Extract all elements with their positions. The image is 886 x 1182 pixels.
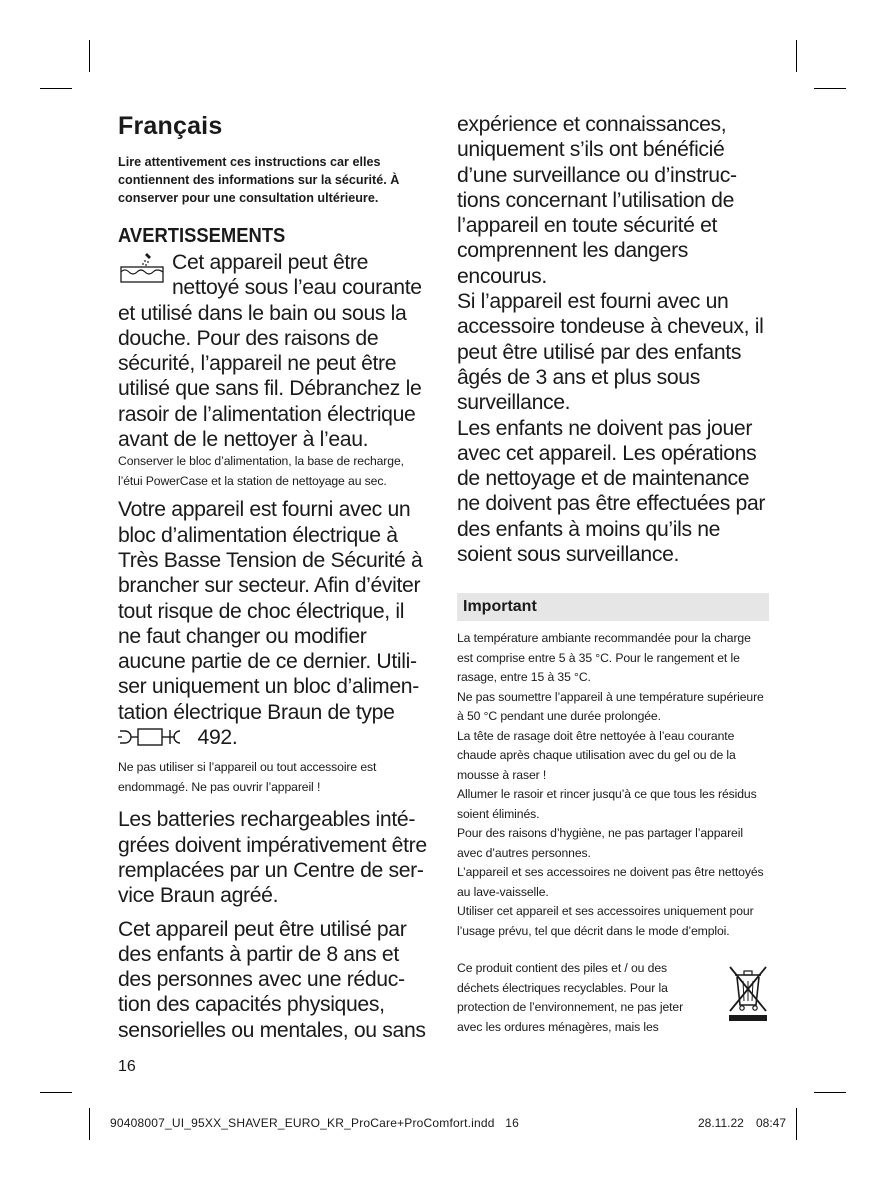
bath-line-1: Cet appareil peut être (172, 251, 369, 274)
page-number: 16 (118, 1058, 136, 1075)
important-list (457, 629, 769, 941)
important-item: Ne pas soumettre l’appareil à une température supérieure à 50 °C pendant une durée prolongée. (457, 689, 764, 724)
keep-dry-note: Conserver le bloc d’alimentation, la base de recharge, l’étui PowerCase et la station de nettoyage au sec. (118, 454, 404, 488)
important-item: Utiliser cet appareil et ses accessoires uniquement pour l’usage prévu, tel que décrit dans le mode d’emploi. (457, 904, 754, 938)
power-supply-paragraph (118, 497, 430, 750)
important-item: La tête de rasage doit être nettoyée à l’eau courante chaude après chaque utilisation avec du gel ou de la mousse à raser ! (457, 728, 736, 782)
crop-mark (814, 1092, 846, 1093)
batteries-paragraph: Les batteries rechargeables inté-grées doivent impérativement être remplacées par un Centre de ser-vice Braun agréé. (118, 808, 427, 908)
recycle-text: Ce produit contient des piles et / ou des déchets électriques recyclables. Pour la protection de l’environnement, ne pas jeter avec les ordures ménagères, mais les (457, 961, 684, 1034)
important-title: Important (463, 598, 537, 616)
damaged-note: Ne pas utiliser si l’appareil ou tout accessoire est endommagé. Ne pas ouvrir l’appareil ! (118, 760, 377, 794)
trimmer-paragraph: Si l’appareil est fourni avec un accessoire tondeuse à cheveux, il peut être utilisé par des enfants âgés de 3 ans et plus sous surveillance. (457, 290, 764, 415)
crop-mark (796, 1108, 797, 1140)
footer-time: 08:47 (756, 1116, 787, 1130)
important-item: Pour des raisons d’hygiène, ne pas partager l’appareil avec d’autres personnes. (457, 826, 743, 860)
bath-line-2: nettoyé sous l’eau courante (172, 276, 422, 300)
page-title: Français (118, 112, 223, 140)
bath-paragraph: et utilisé dans le bain ou sous la douche. Pour des raisons de sécurité, l’appareil ne peut être utilisé que sans fil. Débranchez le rasoir de l’alimentation électrique avant de le nettoyer à l’eau. (118, 301, 422, 452)
left-column (118, 112, 430, 1043)
important-item: Allumer le rasoir et rincer jusqu’à ce que tous les résidus soient éliminés. (457, 787, 757, 821)
warnings-heading: AVERTISSEMENTS (118, 225, 286, 247)
crop-mark (814, 88, 846, 89)
power-supply-text: Votre appareil est fourni avec un bloc d’alimentation électrique à Très Basse Tension de Sécurité à brancher sur secteur. Afin d’éviter tout risque de choc électrique, il ne faut changer ou modifier aucune partie de ce dernier. Utili-ser uniquement un bloc d’alimen-tation électrique Braun de type (118, 498, 423, 724)
crossed-bin-icon (727, 963, 769, 1023)
continued-paragraph: expérience et connaissances, uniquement s’ils ont bénéficié d’une surveillance ou d’instruc-tions concernant l’utilisation de l’appareil en toute sécurité et comprennent les dangers encourus. (457, 113, 737, 288)
shower-bath-icon (118, 250, 166, 288)
power-supply-symbol-icon (118, 727, 192, 747)
footer-date: 28.11.22 (698, 1116, 744, 1130)
crop-mark (89, 40, 90, 72)
bath-warning (118, 250, 430, 452)
children-paragraph: Cet appareil peut être utilisé par des enfants à partir de 8 ans et des personnes avec une réduc-tion des capacités physiques, sensorielles ou mentales, ou sans (118, 917, 426, 1042)
crop-mark (40, 1092, 72, 1093)
crop-mark (796, 40, 797, 72)
important-header (457, 593, 769, 621)
important-item: La température ambiante recommandée pour la charge est comprise entre 5 à 35 °C. Pour le rangement et le rasage, entre 15 à 35 °C. (457, 631, 751, 685)
important-item: L’appareil et ses accessoires ne doivent pas être nettoyés au lave-vaisselle. (457, 865, 764, 899)
recycle-section (457, 959, 769, 1037)
no-play-paragraph: Les enfants ne doivent pas jouer avec cet appareil. Les opérations de nettoyage et de maintenance ne doivent pas être effectuées par des enfants à moins qu’ils ne soient sous surveillance. (457, 416, 766, 567)
power-supply-type: 492. (197, 726, 238, 750)
crop-mark (89, 1108, 90, 1140)
right-column (457, 112, 769, 1037)
footer-filename: 90408007_UI_95XX_SHAVER_EURO_KR_ProCare+ProComfort.indd 16 (110, 1116, 519, 1130)
intro-text: Lire attentivement ces instructions car elles contiennent des informations sur la sécurité. À conserver pour une consultation ultérieure. (118, 155, 400, 205)
crop-mark (40, 88, 72, 89)
